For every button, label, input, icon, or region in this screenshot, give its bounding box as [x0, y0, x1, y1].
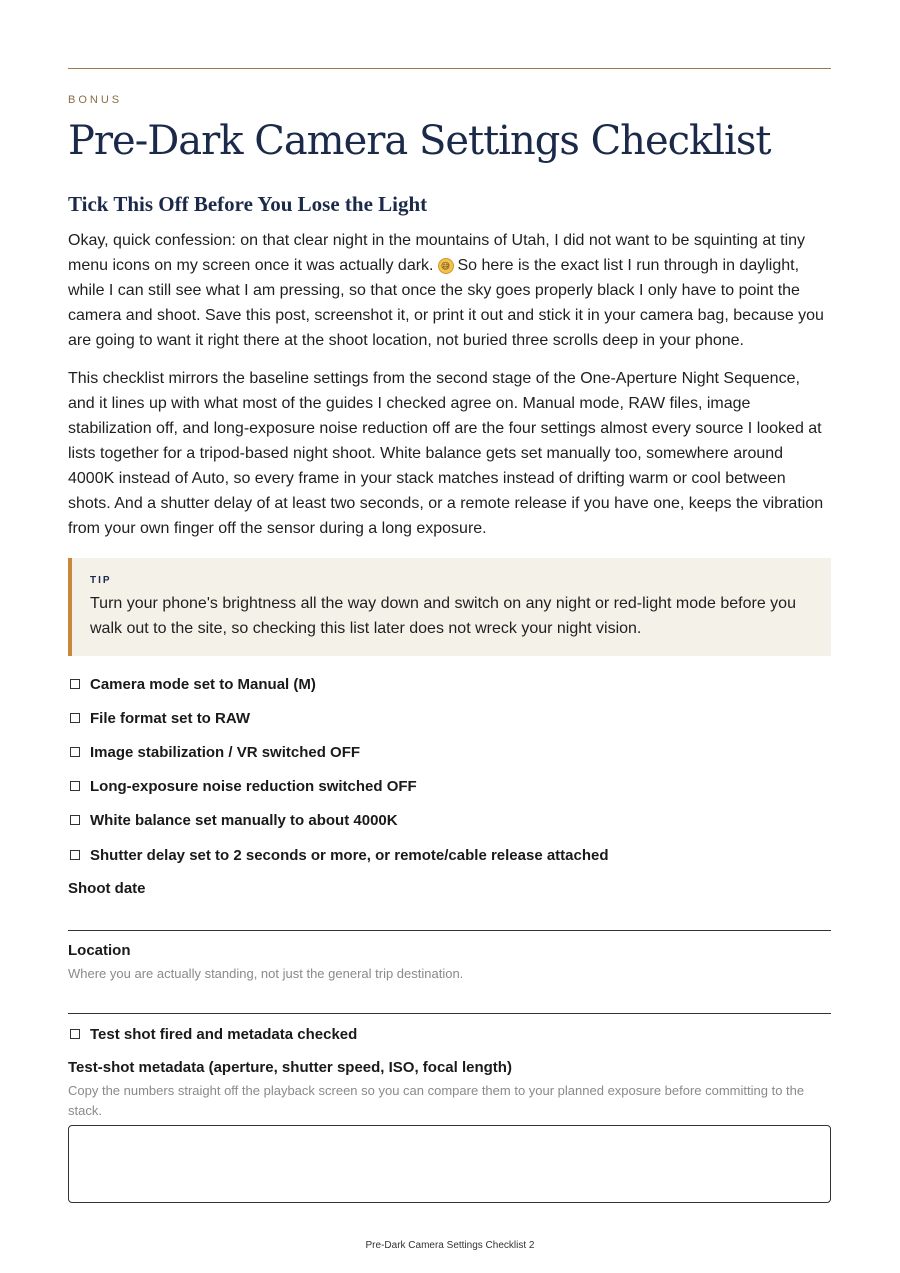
shoot-date-label: Shoot date — [68, 880, 146, 897]
intro-paragraph-1 — [68, 228, 831, 353]
intro-paragraph-2: This checklist mirrors the baseline settings from the second stage of the One-Aperture Night Sequence, and it lines up with what most of the guides I checked agree on. Manual mode, RAW files, image stabilization off, and long-exposure noise reduction off are the four settings almost every source I looked at lists together for a tripod-based night shoot. White balance gets set manually too, somewhere around 4000K instead of Auto, so every frame in your stack matches instead of drifting warm or cool between shots. And a shutter delay of at least two seconds, or a remote release if you have one, keeps the vibration from your own finger off the sensor during a long exposure. — [68, 370, 824, 537]
checkbox-icon[interactable] — [70, 1029, 80, 1039]
checklist-item-label: Camera mode set to Manual (M) — [90, 675, 316, 693]
checklist-item-shutter-delay[interactable] — [68, 844, 609, 866]
page-footer: Pre-Dark Camera Settings Checklist 2 — [365, 1240, 535, 1251]
checkbox-icon[interactable] — [70, 815, 80, 825]
metadata-textarea[interactable] — [68, 1125, 831, 1203]
tip-callout — [68, 558, 831, 656]
page-title: Pre-Dark Camera Settings Checklist — [68, 118, 771, 164]
section-eyebrow: BONUS — [68, 94, 123, 106]
grinning-sweat-emoji-icon: 😅 — [438, 258, 454, 274]
tip-text: Turn your phone's brightness all the way down and switch on any night or red-light mode before you walk out to the site, so checking this list later does not wreck your night vision. — [90, 595, 796, 637]
metadata-label: Test-shot metadata (aperture, shutter speed, ISO, focal length) — [68, 1059, 512, 1076]
checkbox-icon[interactable] — [70, 781, 80, 791]
location-field[interactable] — [68, 1013, 831, 1014]
shoot-date-field[interactable] — [68, 930, 831, 931]
checklist-item-raw-format[interactable] — [68, 707, 250, 729]
checklist-item-noise-reduction-off[interactable] — [68, 775, 417, 797]
intro-text-before-emoji: Okay, quick confession: on that clear night in the mountains of Utah, I did not want to be squinting at tiny menu icons on my screen once it was actually dark. — [68, 232, 806, 274]
checkbox-icon[interactable] — [70, 679, 80, 689]
checklist-item-label: Image stabilization / VR switched OFF — [90, 743, 361, 761]
checklist-item-label: Shutter delay set to 2 seconds or more, or remote/cable release attached — [90, 846, 609, 864]
checklist-item-label: White balance set manually to about 4000K — [90, 811, 398, 829]
location-hint: Where you are actually standing, not just the general trip destination. — [68, 966, 464, 981]
intro-text-after-emoji: So here is the exact list I run through in daylight, while I can still see what I am pressing, so that once the sky goes properly black I only have to point the camera and shoot. Save this post, screenshot it, or print it out and stick it in your camera bag, because you are going to want it right there at the shoot location, not buried three scrolls deep in your phone. — [68, 257, 824, 349]
checklist-item-label: File format set to RAW — [90, 709, 251, 727]
metadata-hint: Copy the numbers straight off the playback screen so you can compare them to your planned exposure before committing to the stack. — [68, 1083, 805, 1118]
checklist-item-test-shot[interactable] — [68, 1023, 357, 1045]
checklist-item-stabilization-off[interactable] — [68, 741, 360, 763]
checklist-item-label: Test shot fired and metadata checked — [90, 1025, 358, 1043]
tip-label: TIP — [90, 575, 112, 586]
checklist-item-white-balance[interactable] — [68, 809, 398, 831]
checkbox-icon[interactable] — [70, 713, 80, 723]
checkbox-icon[interactable] — [70, 850, 80, 860]
top-divider — [68, 68, 831, 69]
page-subtitle: Tick This Off Before You Lose the Light — [68, 192, 428, 216]
checklist-item-manual-mode[interactable] — [68, 673, 316, 695]
location-label: Location — [68, 942, 131, 959]
checkbox-icon[interactable] — [70, 747, 80, 757]
checklist-item-label: Long-exposure noise reduction switched OFF — [90, 777, 417, 795]
